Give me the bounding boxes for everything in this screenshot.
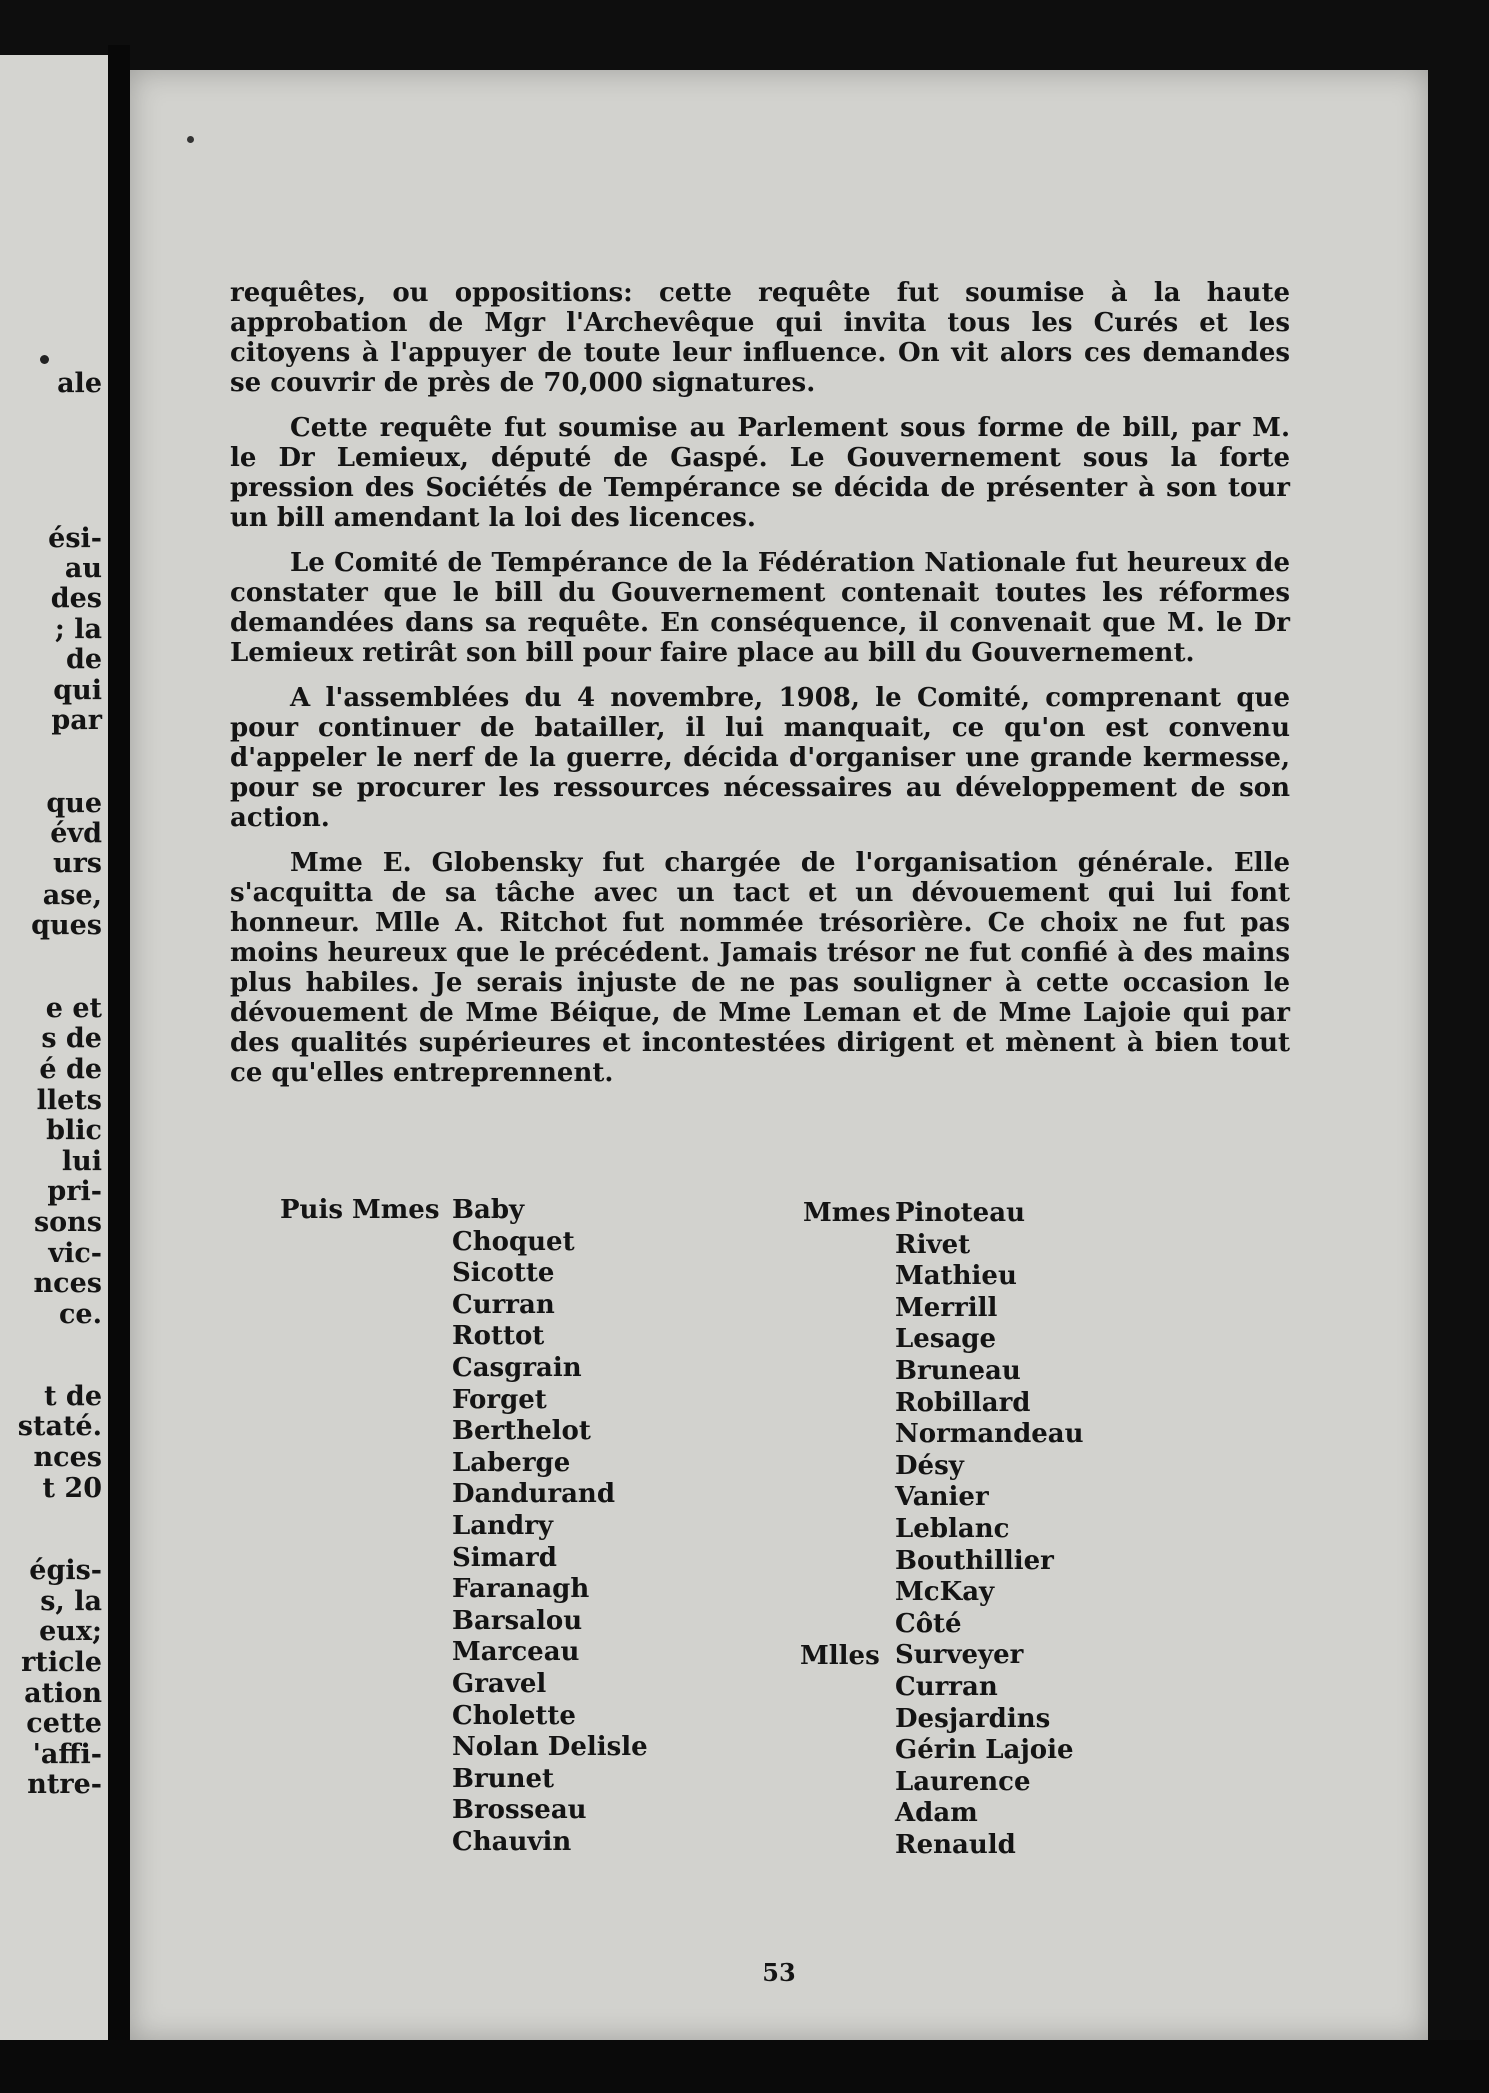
facing-page-fragment: ation <box>24 1678 102 1709</box>
facing-page-fragment: nces <box>33 1442 102 1473</box>
name-entry: Laberge <box>452 1447 571 1478</box>
facing-page-fragment: ques <box>31 910 102 941</box>
names-list <box>230 1195 1290 1860</box>
facing-page-fragment: ase, <box>42 880 102 911</box>
facing-page-fragment: ntre- <box>27 1769 102 1800</box>
facing-page-fragment: blic <box>46 1115 102 1146</box>
name-entry: Gravel <box>452 1668 547 1699</box>
facing-page-fragment: ale <box>57 368 102 399</box>
facing-page-fragment: e et <box>45 993 102 1024</box>
facing-page-fragment: ce. <box>58 1299 102 1330</box>
facing-page-fragment: staté. <box>17 1411 102 1442</box>
name-entry: Curran <box>895 1671 998 1702</box>
name-entry: Sicotte <box>452 1258 555 1289</box>
name-entry: Baby <box>452 1195 525 1225</box>
document-page <box>130 70 1428 2040</box>
name-entry: Choquet <box>452 1226 575 1257</box>
name-entry: Forget <box>452 1384 547 1415</box>
name-entry: Desjardins <box>895 1703 1051 1734</box>
facing-page-fragment: nces <box>33 1268 102 1299</box>
facing-page-fragment: llets <box>36 1085 102 1116</box>
name-entry: Côté <box>895 1608 962 1639</box>
names-column-left <box>452 1195 648 1858</box>
name-entry: Casgrain <box>452 1352 582 1383</box>
name-entry: Cholette <box>452 1700 576 1731</box>
name-entry: Surveyer <box>895 1640 1024 1671</box>
name-entry: Simard <box>452 1542 557 1573</box>
label-puis-mmes: Puis Mmes <box>280 1195 440 1225</box>
name-entry: Curran <box>452 1289 555 1320</box>
body-text <box>230 278 1290 1103</box>
label-mmes: Mmes <box>803 1198 891 1228</box>
name-entry: Gérin Lajoie <box>895 1735 1074 1766</box>
name-entry: Barsalou <box>452 1605 583 1636</box>
facing-page-fragment: que <box>46 788 102 819</box>
paragraph-1: requêtes, ou oppositions: cette requête fut soumise à la haute approbation de Mgr l'Archevêque qui invita tous les Curés et les citoyens à l'appuyer de toute leur influence. On vit alors ces demandes se couvrir de près de 70,000 signatures. <box>230 278 1290 398</box>
facing-page-left <box>0 55 108 2040</box>
facing-page-fragment: é de <box>39 1054 102 1085</box>
name-entry: Landry <box>452 1510 554 1541</box>
name-entry: Chauvin <box>452 1826 572 1857</box>
facing-page-fragment: de <box>65 644 102 675</box>
scan-border-bottom <box>0 2040 1489 2093</box>
facing-page-fragment: rticle <box>21 1647 102 1678</box>
facing-page-fragment: qui <box>53 675 102 706</box>
facing-page-fragment: évd <box>50 818 102 849</box>
facing-page-fragment: sons <box>33 1207 102 1238</box>
name-entry: Berthelot <box>452 1416 591 1447</box>
facing-page-fragment: urs <box>52 848 102 879</box>
paragraph-2: Cette requête fut soumise au Parlement sous forme de bill, par M. le Dr Lemieux, député de Gaspé. Le Gouvernement sous la forte pression des Sociétés de Tempérance se décida de présenter à son tour un bill amendant la loi des licences. <box>230 413 1290 533</box>
name-entry: Vanier <box>895 1482 989 1513</box>
facing-page-fragment: pri- <box>47 1176 102 1207</box>
name-entry: Désy <box>895 1450 964 1481</box>
name-entry: Bouthillier <box>895 1545 1054 1576</box>
name-entry: Rivet <box>895 1229 971 1260</box>
facing-page-fragment: au <box>64 553 102 584</box>
page-gutter <box>108 45 130 2065</box>
name-entry: Bruneau <box>895 1355 1021 1386</box>
facing-page-fragment: par <box>51 705 102 736</box>
facing-page-fragment: ; la <box>54 614 102 645</box>
name-entry: Marceau <box>452 1637 580 1668</box>
name-entry: Pinoteau <box>895 1198 1025 1228</box>
bullet-mark <box>40 355 49 364</box>
facing-page-fragment: cette <box>26 1708 102 1739</box>
facing-page-fragment: t 20 <box>42 1473 102 1504</box>
facing-page-fragment: ési- <box>48 523 102 554</box>
facing-page-fragment: s, la <box>40 1586 102 1617</box>
name-entry: Brunet <box>452 1763 555 1794</box>
name-entry: Mathieu <box>895 1261 1017 1292</box>
facing-page-fragment: 'affi- <box>32 1739 102 1770</box>
page-number: 53 <box>762 1958 796 1987</box>
name-entry: Rottot <box>452 1321 545 1352</box>
facing-page-fragment: égis- <box>29 1555 102 1586</box>
name-entry: Adam <box>895 1798 978 1829</box>
facing-page-fragment: des <box>50 583 102 614</box>
name-entry: Nolan Delisle <box>452 1732 648 1763</box>
name-entry: Leblanc <box>895 1513 1010 1544</box>
name-entry: Brosseau <box>452 1795 587 1826</box>
facing-page-fragment: lui <box>61 1146 102 1177</box>
facing-page-fragment: t de <box>44 1381 102 1412</box>
paragraph-4: A l'assemblées du 4 novembre, 1908, le Comité, comprenant que pour continuer de batailler, il lui manquait, ce qu'on est convenu d'appeler le nerf de la guerre, décida d'organiser une grande kermesse, pour se procurer les ressources nécessaires au développement de son action. <box>230 683 1290 833</box>
facing-page-fragment: vic- <box>48 1238 102 1269</box>
name-entry: Lesage <box>895 1324 997 1355</box>
name-entry: Dandurand <box>452 1479 616 1510</box>
facing-page-fragment: s de <box>41 1023 102 1054</box>
name-entry: Faranagh <box>452 1574 590 1605</box>
name-entry: Robillard <box>895 1387 1031 1418</box>
name-entry: Renauld <box>895 1829 1016 1860</box>
ink-speck <box>187 136 194 143</box>
paragraph-5: Mme E. Globensky fut chargée de l'organisation générale. Elle s'acquitta de sa tâche avec un tact et un dévouement qui lui font honneur. Mlle A. Ritchot fut nommée trésorière. Ce choix ne fut pas moins heureux que le précédent. Jamais trésor ne fut confié à des mains plus habiles. Je serais injuste de ne pas souligner à cette occasion le dévouement de Mme Béique, de Mme Leman et de Mme Lajoie qui par des qualités supérieures et incontestées dirigent et mènent à bien tout ce qu'elles entreprennent. <box>230 848 1290 1088</box>
name-entry: Merrill <box>895 1292 998 1323</box>
name-entry: Laurence <box>895 1766 1031 1797</box>
names-column-right <box>895 1198 1084 1861</box>
paragraph-3: Le Comité de Tempérance de la Fédération Nationale fut heureux de constater que le bill du Gouvernement contenait toutes les réformes demandées dans sa requête. En conséquence, il convenait que M. le Dr Lemieux retirât son bill pour faire place au bill du Gouvernement. <box>230 548 1290 668</box>
name-entry: McKay <box>895 1577 995 1608</box>
label-mlles: Mlles <box>800 1641 880 1671</box>
name-entry: Normandeau <box>895 1419 1084 1450</box>
facing-page-fragment: eux; <box>39 1616 102 1647</box>
